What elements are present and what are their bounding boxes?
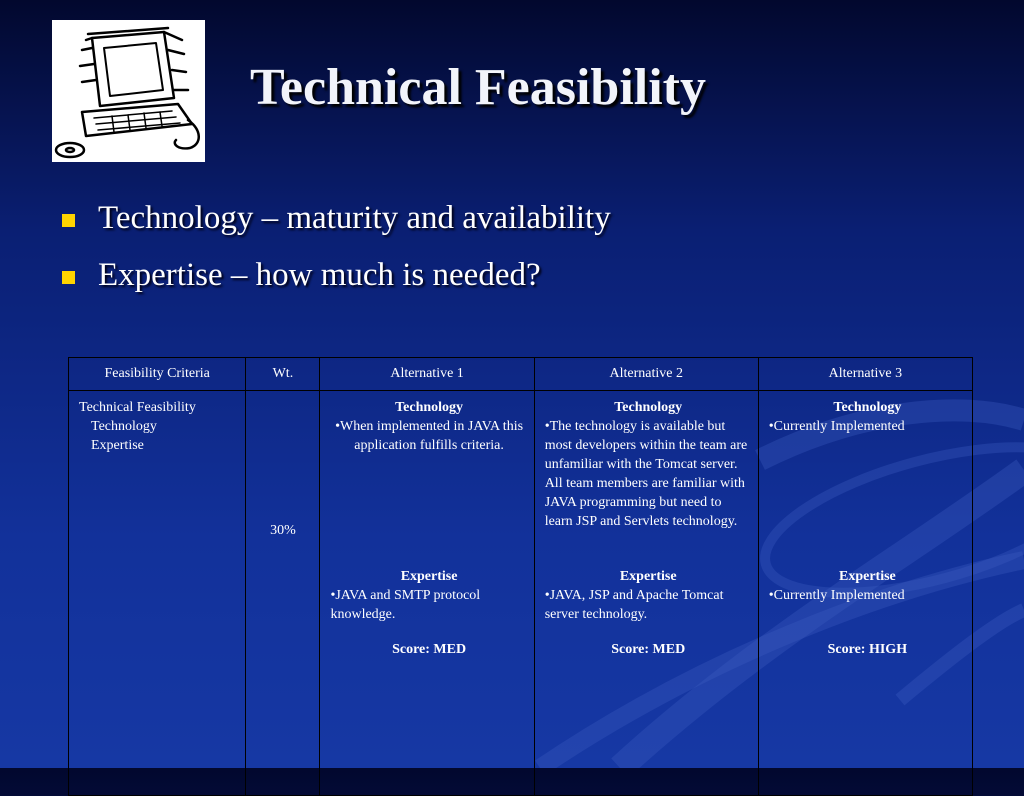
bullet-item bbox=[62, 190, 611, 247]
alt3-expertise-heading: Expertise bbox=[838, 569, 896, 584]
table-row bbox=[69, 391, 973, 796]
header-alternative-3: Alternative 3 bbox=[758, 358, 972, 391]
alternative-1-cell bbox=[320, 391, 534, 796]
alt2-expertise-text: •JAVA, JSP and Apache Tomcat server technology. bbox=[544, 588, 724, 622]
header-alternative-2: Alternative 2 bbox=[534, 358, 758, 391]
table-header-row bbox=[69, 358, 973, 391]
computer-logo bbox=[52, 20, 205, 162]
alternative-2-cell bbox=[534, 391, 758, 796]
alt1-technology-text: •When implemented in JAVA this application fulfills criteria. bbox=[335, 419, 524, 453]
alt1-expertise-heading: Expertise bbox=[400, 569, 458, 584]
header-criteria: Feasibility Criteria bbox=[69, 358, 246, 391]
alt3-expertise-text: •Currently Implemented bbox=[768, 588, 905, 603]
alt2-expertise-heading: Expertise bbox=[619, 569, 677, 584]
alt1-technology-heading: Technology bbox=[395, 400, 464, 415]
bullet-text: Technology – maturity and availability bbox=[98, 200, 611, 236]
header-weight: Wt. bbox=[246, 358, 320, 391]
weight-value: 30% bbox=[270, 523, 296, 538]
criteria-main: Technical Feasibility bbox=[79, 400, 196, 415]
square-bullet-icon bbox=[62, 214, 75, 227]
feasibility-table bbox=[68, 357, 973, 796]
alt2-score: Score: MED bbox=[611, 642, 686, 657]
weight-cell bbox=[246, 391, 320, 796]
alternative-3-cell bbox=[758, 391, 972, 796]
slide-title: Technical Feasibility bbox=[250, 59, 706, 116]
alt3-score: Score: HIGH bbox=[827, 642, 908, 657]
alt3-technology-text: •Currently Implemented bbox=[768, 419, 905, 434]
bullet-list bbox=[62, 190, 611, 304]
header-alternative-1: Alternative 1 bbox=[320, 358, 534, 391]
alt2-technology-text: •The technology is available but most developers within the team are unfamiliar with the Tomcat server. All team members are familiar with JAVA programming but need to learn JSP and Servlets technology. bbox=[544, 419, 748, 529]
bullet-text: Expertise – how much is needed? bbox=[98, 257, 541, 293]
bullet-item bbox=[62, 247, 611, 304]
criteria-cell bbox=[69, 391, 246, 796]
square-bullet-icon bbox=[62, 271, 75, 284]
alt2-technology-heading: Technology bbox=[614, 400, 683, 415]
alt1-score: Score: MED bbox=[392, 642, 467, 657]
criteria-sub-expertise: Expertise bbox=[91, 438, 144, 453]
alt1-expertise-text: •JAVA and SMTP protocol knowledge. bbox=[330, 588, 481, 622]
computer-clipart-icon bbox=[52, 20, 205, 162]
criteria-sub-technology: Technology bbox=[91, 419, 157, 434]
alt3-technology-heading: Technology bbox=[833, 400, 902, 415]
